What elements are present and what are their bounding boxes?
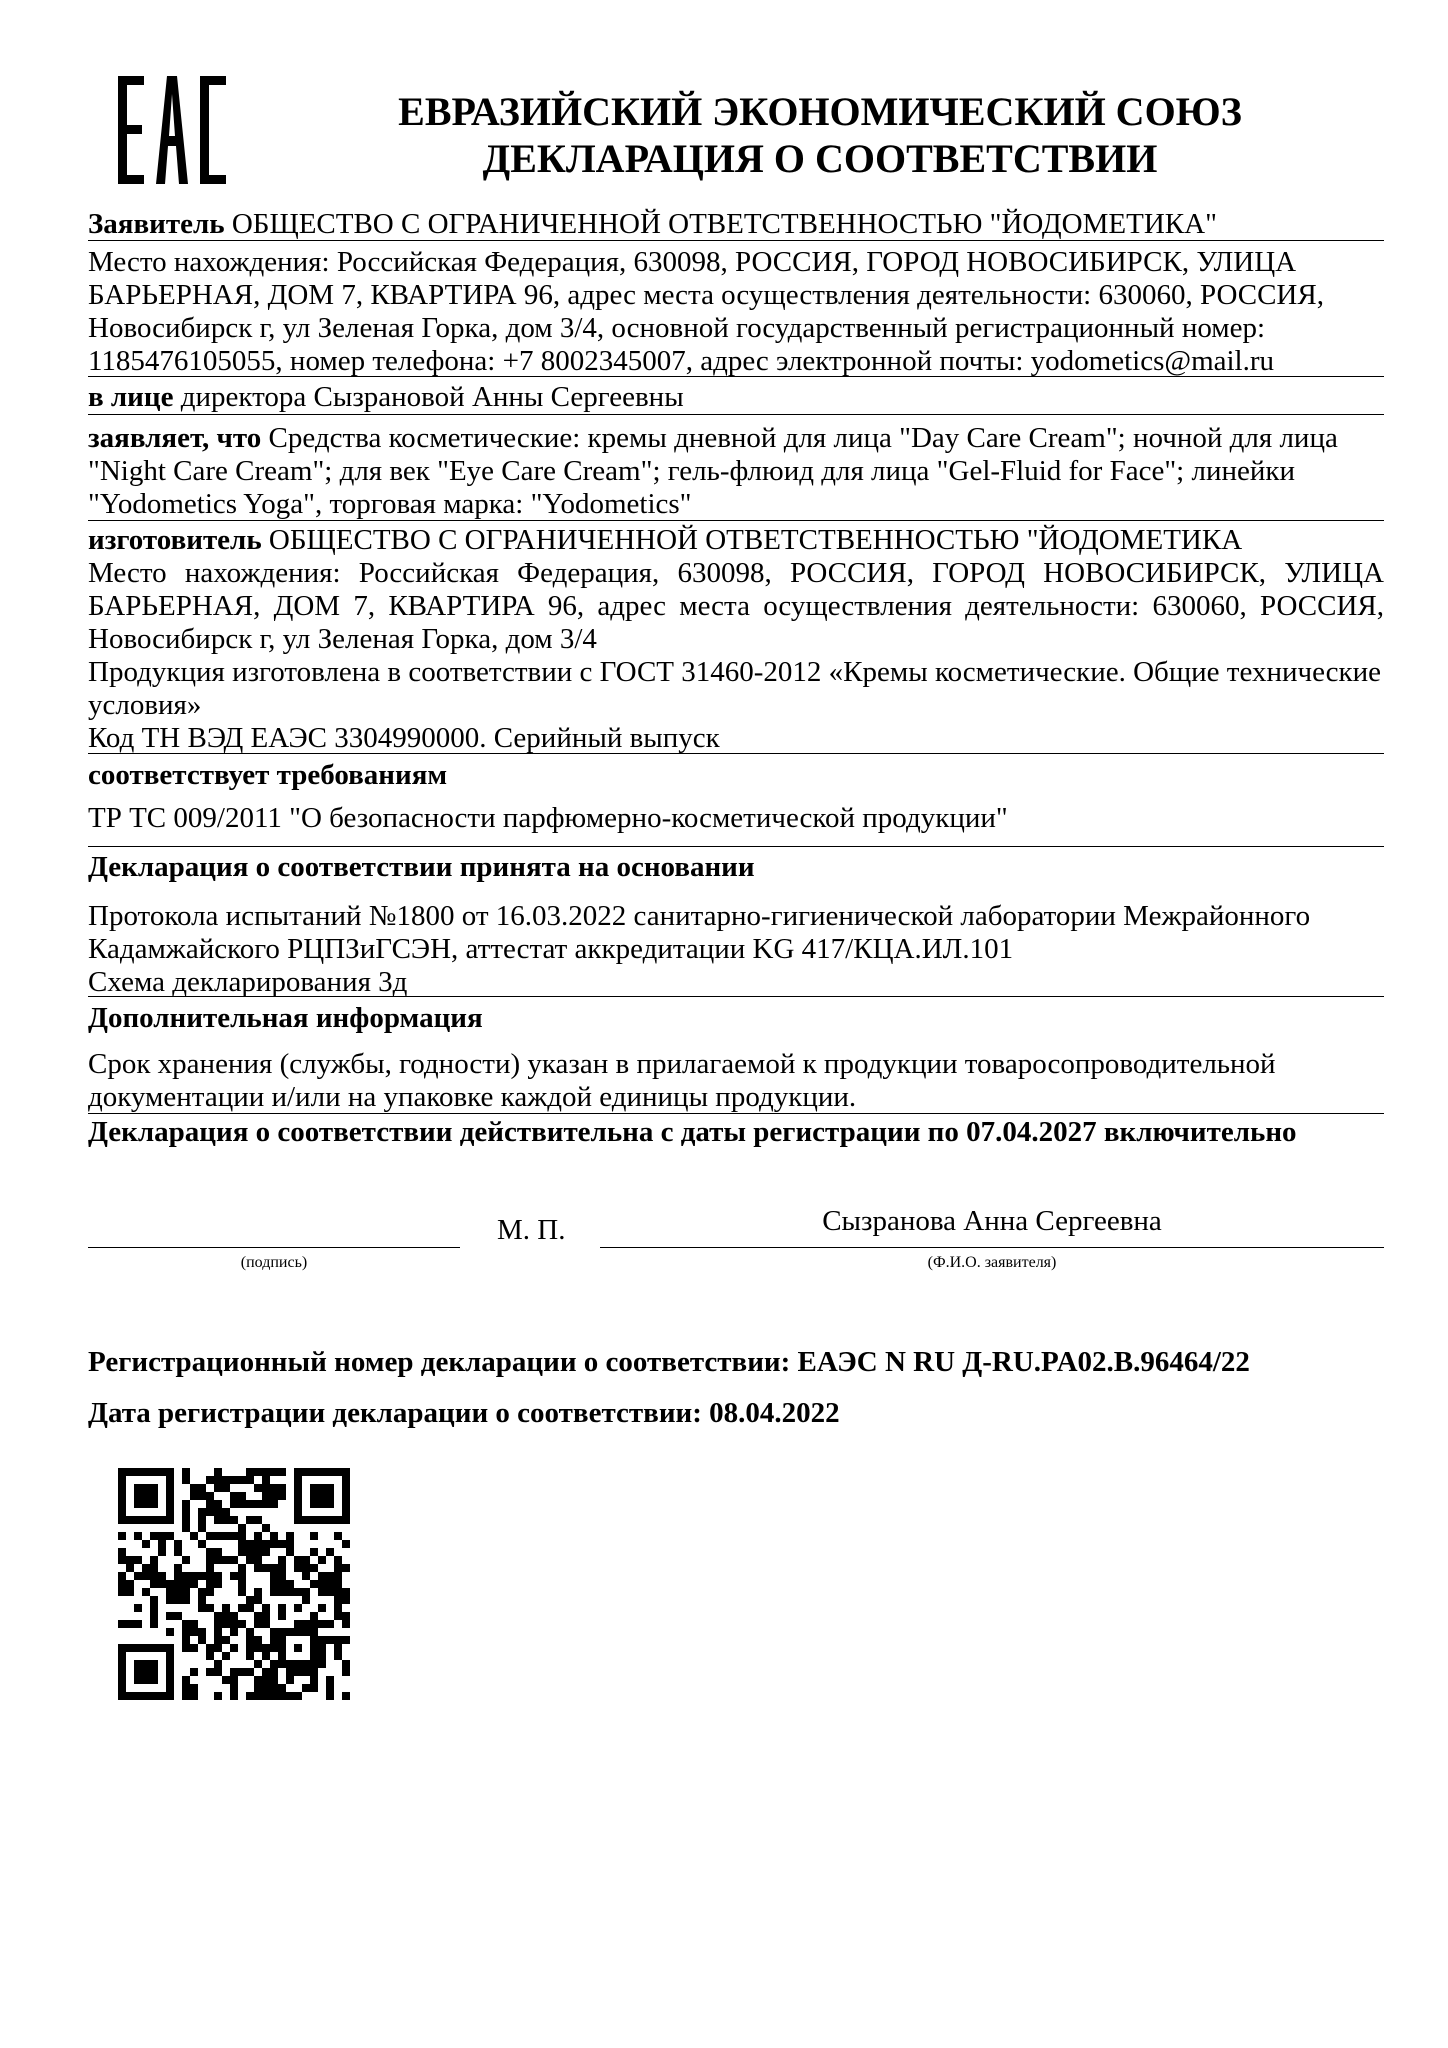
document-title: ДЕКЛАРАЦИЯ О СООТВЕТСТВИИ [482, 136, 1158, 181]
declares-label: заявляет, что [88, 422, 262, 454]
manufacturer-address-line: Новосибирск г, ул Зеленая Горка, дом 3/4 [88, 623, 597, 655]
name-line [600, 1247, 1384, 1248]
signer-name: Сызранова Анна Сергеевна [822, 1205, 1162, 1237]
applicant-address-line: Новосибирск г, ул Зеленая Горка, дом 3/4, основной государственный регистрационный номер: [88, 312, 1266, 344]
complies-label: соответствует требованиям [88, 759, 448, 791]
standard-line: условия» [88, 689, 202, 721]
additional-label: Дополнительная информация [88, 1002, 483, 1034]
applicant-name: ОБЩЕСТВО С ОГРАНИЧЕННОЙ ОТВЕТСТВЕННОСТЬЮ "ЙОДОМЕТИКА" [231, 208, 1217, 240]
registration-number: Регистрационный номер декларации о соответствии: ЕАЭС N RU Д-RU.PA02.B.96464/22 [88, 1346, 1250, 1378]
divider [88, 520, 1384, 521]
divider [88, 414, 1384, 415]
applicant-line [88, 207, 1384, 241]
applicant-address-line: Место нахождения: Российская Федерация, 630098, РОССИЯ, ГОРОД НОВОСИБИРСК, УЛИЦА [88, 246, 1297, 278]
complies-text: ТР ТС 009/2011 "О безопасности парфюмерно-косметической продукции" [88, 802, 1008, 834]
manufacturer-line [88, 523, 1384, 557]
divider [88, 1113, 1384, 1114]
represented-by-text: директора Сызрановой Анны Сергеевны [180, 381, 684, 413]
applicant-address-line: БАРЬЕРНАЯ, ДОМ 7, КВАРТИРА 96, адрес места осуществления деятельности: 630060, РОССИЯ, [88, 279, 1324, 311]
declares-line: "Night Care Cream"; для век "Eye Care Cream"; гель-флюид для лица "Gel-Fluid for Face"; линейки [88, 455, 1295, 487]
qr-code-icon [118, 1468, 350, 1700]
basis-line: Кадамжайского РЦПЗиГСЭН, аттестат аккредитации KG 417/КЦА.ИЛ.101 [88, 933, 1014, 965]
divider [88, 996, 1384, 997]
divider [88, 846, 1384, 847]
declares-line: "Yodometics Yoga", торговая марка: "Yodometics" [88, 488, 692, 520]
manufacturer-address-line: БАРЬЕРНАЯ, ДОМ 7, КВАРТИРА 96, адрес места осуществления деятельности: 630060, РОССИЯ, [88, 590, 1384, 622]
basis-line: Схема декларирования 3д [88, 966, 408, 998]
applicant-address-line: 1185476105055, номер телефона: +7 8002345007, адрес электронной почты: yodometics@mail.ru [88, 345, 1275, 377]
additional-line: Срок хранения (службы, годности) указан в прилагаемой к продукции товаросопроводительной [88, 1048, 1276, 1080]
declares-line [88, 421, 1384, 455]
union-title: ЕВРАЗИЙСКИЙ ЭКОНОМИЧЕСКИЙ СОЮЗ [398, 89, 1242, 134]
applicant-label: Заявитель [88, 208, 225, 240]
eac-logo-icon [118, 76, 226, 184]
standard-line: Продукция изготовлена в соответствии с ГОСТ 31460-2012 «Кремы косметические. Общие технические [88, 656, 1382, 688]
additional-line: документации и/или на упаковке каждой единицы продукции. [88, 1081, 857, 1113]
hs-code-line: Код ТН ВЭД ЕАЭС 3304990000. Серийный выпуск [88, 722, 720, 754]
signature-caption: (подпись) [240, 1254, 308, 1271]
registration-date: Дата регистрации декларации о соответствии: 08.04.2022 [88, 1397, 840, 1429]
divider [88, 240, 1384, 241]
manufacturer-label: изготовитель [88, 524, 262, 556]
basis-label: Декларация о соответствии принята на основании [88, 851, 755, 883]
represented-by-label: в лице [88, 381, 174, 413]
basis-line: Протокола испытаний №1800 от 16.03.2022 санитарно-гигиенической лаборатории Межрайонного [88, 900, 1311, 932]
signature-line [88, 1247, 460, 1248]
declares-text: Средства косметические: кремы дневной для лица "Day Care Cream"; ночной для лица [268, 422, 1338, 454]
represented-by-line [88, 380, 1384, 414]
manufacturer-address-line: Место нахождения: Российская Федерация, 630098, РОССИЯ, ГОРОД НОВОСИБИРСК, УЛИЦА [88, 557, 1384, 589]
validity-line: Декларация о соответствии действительна с даты регистрации по 07.04.2027 включительно [88, 1116, 1297, 1148]
name-caption: (Ф.И.О. заявителя) [927, 1254, 1057, 1271]
divider [88, 376, 1384, 377]
divider [88, 753, 1384, 754]
stamp-label: М. П. [497, 1214, 566, 1246]
manufacturer-name: ОБЩЕСТВО С ОГРАНИЧЕННОЙ ОТВЕТСТВЕННОСТЬЮ "ЙОДОМЕТИКА [268, 524, 1243, 556]
